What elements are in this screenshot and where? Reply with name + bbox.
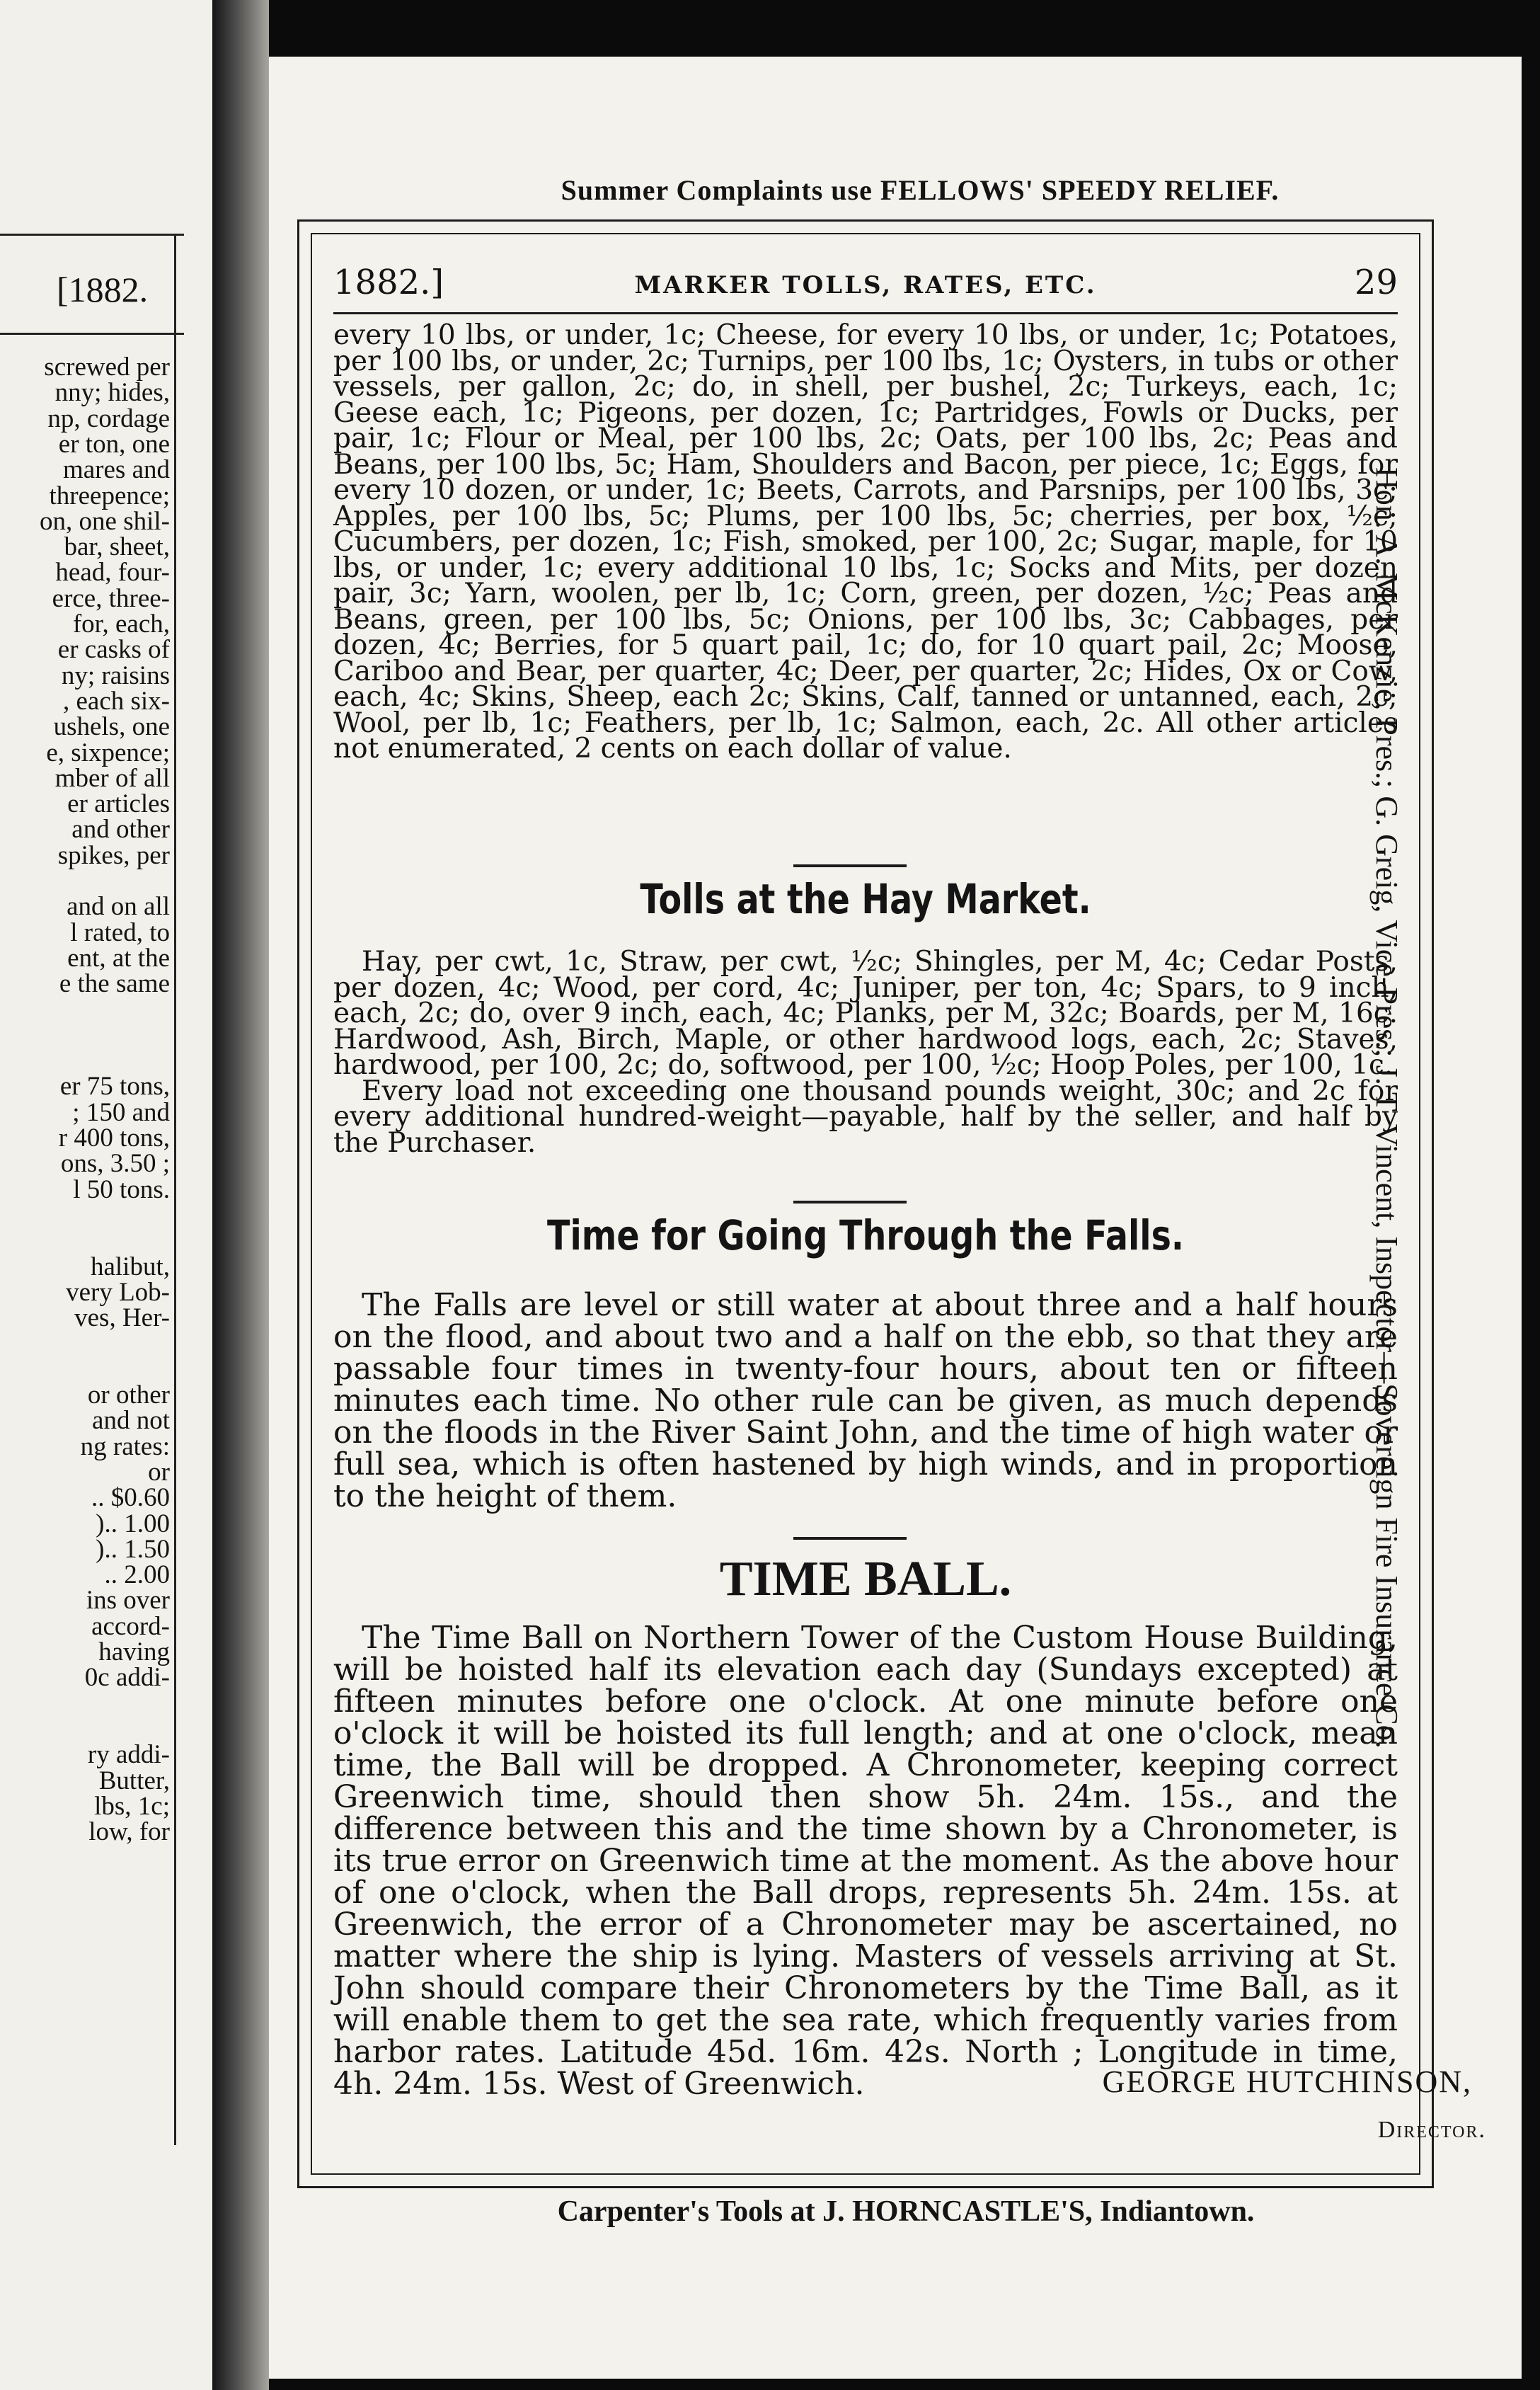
left-page-line: screwed per xyxy=(44,353,170,382)
left-page-line: ins over xyxy=(86,1586,170,1616)
left-page-line: .. $0.60 xyxy=(91,1483,170,1513)
left-page-top-rule xyxy=(0,234,184,236)
signature-title: Director. xyxy=(1377,2117,1486,2143)
left-page-frame-line xyxy=(174,234,176,2145)
book-gutter xyxy=(212,0,269,2390)
market-tolls-text: every 10 lbs, or under, 1c; Cheese, for every 10 lbs, or under, 1c; Potatoes, per 100 lbs, or under, 2c; Turnips, per 100 lbs, 1c; Oysters, in tubs or other vessels, per gallon, 2c; do, in shell, per bushel, 2c; Turkeys, each, 1c; Geese each, 1c; Pigeons, per dozen, 1c; Partridges, Fowls or Ducks, per pair, 1c; Flour or Meal, per 100 lbs, 2c; Oats, per 100 lbs, 2c; Peas and Beans, per 100 lbs, 5c; Ham, Shoulders and Bacon, per piece, 1c; Eggs, for every 10 dozen, or under, 1c; Beets, Carrots, and Parsnips, per 100 lbs, 3c; Apples, per 100 lbs, 5c; Plums, per 100 lbs, 5c; cherries, per box, ½c; Cucumbers, per dozen, 1c; Fish, smoked, per 100, 2c; Sugar, maple, for 10 lbs, or under, 1c; every additional 10 lbs, 1c; Socks and Mits, per dozen pair, 3c; Yarn, woolen, per lb, 1c; Corn, green, per dozen, ½c; Peas and Beans, green, per 100 lbs, 5c; Onions, per 100 lbs, 3c; Cabbages, per dozen, 4c; Berries, for 5 quart pail, 1c; do, for 10 quart pail, 2c; Moose, Cariboo and Bear, per quarter, 4c; Deer, per quarter, 2c; Hides, Ox or Cow, each, 4c; Skins, Sheep, each 2c; Skins, Calf, tanned or untanned, each, 2c; Wool, per lb, 1c; Feathers, per lb, 1c; Salmon, each, 2c. All other articles not enumerated, 2 cents on each dollar of value. xyxy=(333,319,1398,765)
side-advertisement xyxy=(1369,467,1412,1968)
left-page-line: Butter, xyxy=(98,1766,170,1795)
left-page-fragment xyxy=(0,0,212,2390)
page-number: 29 xyxy=(1354,263,1398,302)
left-page-line: ).. 1.00 xyxy=(96,1509,170,1538)
time-ball-title: TIME BALL. xyxy=(719,1552,1012,1606)
left-page-year: [1882. xyxy=(57,270,149,309)
left-page-line: and not xyxy=(92,1406,170,1436)
left-page-line: lbs, 1c; xyxy=(94,1791,170,1821)
left-page-line: halibut, xyxy=(90,1252,170,1281)
left-page-line: and on all xyxy=(67,892,170,922)
top-advertisement: Summer Complaints use FELLOWS' SPEEDY RELIEF. xyxy=(561,174,1280,206)
left-page-line: or xyxy=(148,1457,170,1487)
scan-edge xyxy=(1522,0,1540,2390)
left-page-line: l 50 tons. xyxy=(73,1174,170,1204)
left-page-line: on, one shil- xyxy=(40,506,170,536)
market-tolls-section xyxy=(333,319,1398,765)
side-advertisement-text: Hon. A. McKenzie, Pres.; G. Greig, Vice-Pres.; J. T. Vincent, Inspector—Sovereign Fire Insurance Co. xyxy=(1369,467,1404,1749)
signature: GEORGE HUTCHINSON, xyxy=(1102,2064,1472,2099)
left-page-line: l rated, to xyxy=(70,917,170,947)
time-ball-section xyxy=(333,1622,1398,2100)
left-page-line: , each six- xyxy=(62,686,170,716)
left-page-line: mares and xyxy=(62,455,170,485)
hay-market-load-rule: Every load not exceeding one thousand pounds weight, 30c; and 2c for every additional hundred-weight—payable, half by the seller, and half by the Purchaser. xyxy=(333,1075,1398,1159)
left-page-line: 0c addi- xyxy=(84,1663,170,1693)
left-page-line: or other xyxy=(87,1380,170,1410)
left-page-line: ves, Her- xyxy=(74,1303,170,1333)
left-page-line: bar, sheet, xyxy=(64,532,170,562)
left-page-line: and other xyxy=(71,815,170,845)
page xyxy=(269,57,1529,2379)
left-page-line: e, sixpence; xyxy=(46,738,170,767)
left-page-line: head, four- xyxy=(55,558,170,588)
left-page-line: very Lob- xyxy=(66,1277,170,1307)
running-header xyxy=(333,256,1398,314)
left-page-header-rule xyxy=(0,333,184,335)
hay-market-title: Tolls at the Hay Market. xyxy=(640,875,1091,923)
falls-text: The Falls are level or still water at about three and a half hours on the flood, and about two and a half on the ebb, so that they are passable four times in twenty-four hours, about ten or fifteen minutes each time. No other rule can be given, as much depends on the floods in the River Saint John, and the time of high water or full sea, which is often hastened by high winds, and in proportion to the height of them. xyxy=(333,1287,1398,1514)
left-page-line: er articles xyxy=(67,789,170,819)
left-page-line: threepence; xyxy=(49,481,170,510)
section-divider xyxy=(793,864,907,867)
left-page-line: er ton, one xyxy=(58,429,170,459)
left-page-line: erce, three- xyxy=(52,583,170,613)
hay-market-tolls: Hay, per cwt, 1c, Straw, per cwt, ½c; Shingles, per M, 4c; Cedar Posts, per dozen, 4c; Wood, per cord, 4c; Juniper, per ton, 4c; Spars, to 9 inch, each, 2c; do, over 9 inch, each, 4c; Planks, per M, 32c; Boards, per M, 16c. Hardwood, Ash, Birch, Maple, or other hardwood logs, each, 2c; Staves, hardwood, per 100, 2c; do, softwood, per 100, ½c; Hoop Poles, per 100, 1c. xyxy=(333,946,1398,1081)
left-page-line: np, cordage xyxy=(47,404,170,433)
left-page-line: ).. 1.50 xyxy=(96,1534,170,1564)
bottom-advertisement: Carpenter's Tools at J. HORNCASTLE'S, Indiantown. xyxy=(557,2195,1255,2228)
hay-market-section xyxy=(333,946,1398,1159)
left-page-line: ushels, one xyxy=(53,712,170,742)
left-page-line: er 75 tons, xyxy=(59,1072,170,1102)
left-page-line: low, for xyxy=(88,1817,170,1847)
header-year: 1882.] xyxy=(333,263,444,302)
left-page-line: ; 150 and xyxy=(72,1097,170,1127)
page-frame xyxy=(297,219,1434,2188)
header-title: MARKER TOLLS, RATES, ETC. xyxy=(634,271,1097,299)
left-page-line: nny; hides, xyxy=(54,378,170,408)
left-page-line: ng rates: xyxy=(80,1431,170,1461)
falls-section xyxy=(333,1289,1398,1512)
left-page-line: e the same xyxy=(59,969,170,999)
falls-title: Time for Going Through the Falls. xyxy=(547,1211,1184,1259)
left-page-line: r 400 tons, xyxy=(58,1123,170,1153)
time-ball-text: The Time Ball on Northern Tower of the Custom House Building, will be hoisted half its elevation each day (Sundays excepted) at fifteen minutes before one o'clock. At one minute before one o'clock it will be hoisted its full length; and at one o'clock, mean time, the Ball will be dropped. A Chronometer, keeping correct Greenwich time, should then show 5h. 24m. 15s., and the difference between this and the time shown by a Chronometer, is its true error on Greenwich time at the moment. As the above hour of one o'clock, when the Ball drops, represents 5h. 24m. 15s. at Greenwich, the error of a Chronometer may be ascertained, no matter where the ship is lying. Masters of vessels arriving at St. John should compare their Chronometers by the Time Ball, as it will enable them to get the sea rate, which frequently varies from harbor rates. Latitude 45d. 16m. 42s. North ; Longitude in time, 4h. 24m. 15s. West of Greenwich. xyxy=(333,1620,1398,2102)
left-page-line: ry addi- xyxy=(87,1740,170,1770)
left-page-line: ons, 3.50 ; xyxy=(60,1149,170,1179)
section-divider xyxy=(793,1201,907,1203)
left-page-line: spikes, per xyxy=(57,840,170,870)
left-page-line: ny; raisins xyxy=(61,661,170,690)
left-page-line: er casks of xyxy=(57,635,170,665)
page-frame-inner xyxy=(311,233,1420,2175)
section-divider xyxy=(793,1537,907,1540)
left-page-line: having xyxy=(98,1637,170,1666)
left-page-line: mber of all xyxy=(54,763,170,793)
left-page-line: accord- xyxy=(91,1611,170,1641)
left-page-line: .. 2.00 xyxy=(104,1560,170,1590)
left-page-line: for, each, xyxy=(72,610,170,639)
left-page-line: ent, at the xyxy=(67,943,170,973)
